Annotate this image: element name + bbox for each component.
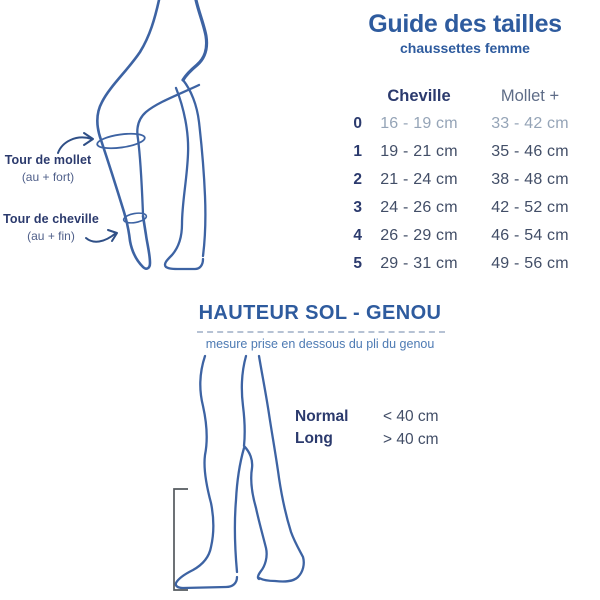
calf-measure-label: Tour de mollet [4, 153, 92, 167]
size-table [336, 84, 588, 278]
table-row [336, 222, 588, 250]
size-number: 2 [353, 171, 362, 188]
normal-length-value: < 40 cm [383, 408, 439, 425]
mollet-range: 38 - 48 cm [491, 171, 569, 188]
cheville-range: 19 - 21 cm [380, 143, 458, 160]
size-number: 3 [353, 199, 362, 216]
table-header-row [336, 84, 588, 108]
mollet-range: 42 - 52 cm [491, 199, 569, 216]
mollet-range: 46 - 54 cm [491, 227, 569, 244]
dashed-divider [197, 331, 445, 333]
cheville-range: 24 - 26 cm [380, 199, 458, 216]
page-subtitle: chaussettes femme [400, 40, 530, 56]
table-row [336, 110, 588, 138]
table-row [336, 166, 588, 194]
section-subtitle: mesure prise en dessous du pli du genou [205, 337, 435, 351]
hip-outline-path [183, 0, 207, 80]
page-title: Guide des tailles [368, 10, 562, 38]
front-leg-back-path [235, 448, 244, 572]
back-leg-front-path [242, 356, 267, 579]
size-number: 5 [353, 255, 362, 272]
mollet-range: 49 - 56 cm [491, 255, 569, 272]
long-length-label: Long [295, 430, 333, 447]
table-row [336, 138, 588, 166]
column-header-mollet: Mollet + [500, 86, 560, 105]
section-title: HAUTEUR SOL - GENOU [198, 302, 442, 324]
table-row [336, 194, 588, 222]
ankle-measure-sublabel: (au + fin) [27, 229, 75, 243]
long-length-value: > 40 cm [383, 431, 439, 448]
cheville-range: 29 - 31 cm [380, 255, 458, 272]
cheville-range: 16 - 19 cm [380, 115, 458, 132]
walking-legs-illustration [160, 350, 320, 600]
table-row [336, 250, 588, 278]
cheville-range: 21 - 24 cm [380, 171, 458, 188]
ankle-measure-label: Tour de cheville [3, 212, 99, 226]
mollet-range: 33 - 42 cm [491, 115, 569, 132]
size-number: 0 [353, 115, 362, 132]
curved-arrow-to-calf-icon [58, 137, 92, 153]
calf-measure-sublabel: (au + fort) [21, 170, 75, 184]
size-number: 1 [353, 143, 362, 160]
normal-length-label: Normal [295, 408, 349, 425]
mollet-range: 35 - 46 cm [491, 143, 569, 160]
measuring-legs-illustration [0, 0, 300, 292]
front-leg-outline-path [176, 356, 237, 588]
cheville-range: 26 - 29 cm [380, 227, 458, 244]
size-number: 4 [353, 227, 362, 244]
bent-leg-inner-path [137, 85, 199, 214]
column-header-cheville: Cheville [387, 86, 451, 105]
